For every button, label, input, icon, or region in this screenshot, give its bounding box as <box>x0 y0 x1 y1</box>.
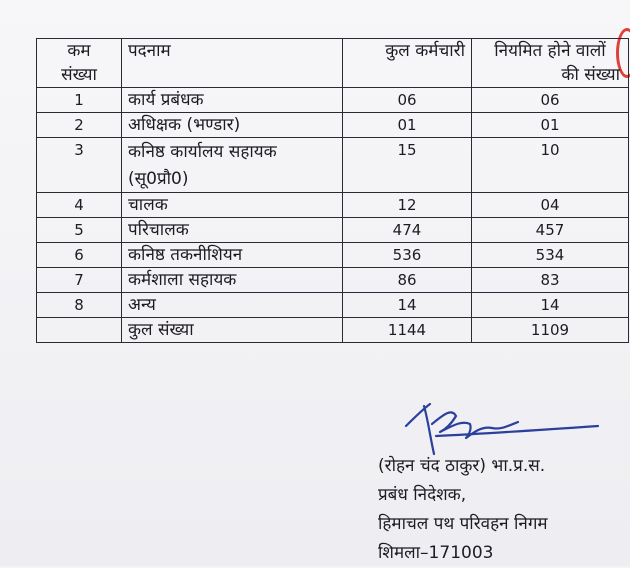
cell-sno: 5 <box>37 218 122 243</box>
cell-regular: 83 <box>472 268 629 293</box>
cell-regular: 01 <box>472 113 629 138</box>
table-row <box>37 193 629 218</box>
signatory-designation: प्रबंध निदेशक, <box>378 485 467 505</box>
cell-total: 536 <box>343 243 472 268</box>
table-header-row <box>37 39 629 88</box>
cell-sno: 7 <box>37 268 122 293</box>
table-row <box>37 243 629 268</box>
signatory-name: (रोहन चंद ठाकुर) भा.प्र.स. <box>378 456 546 476</box>
table-row <box>37 88 629 113</box>
cell-post-line1: कनिष्ठ कार्यालय सहायक <box>128 142 277 162</box>
cell-total: 06 <box>343 88 472 113</box>
cell-total: 86 <box>343 268 472 293</box>
cell-total: 12 <box>343 193 472 218</box>
header-regular-line1: नियमित होने वालों <box>494 41 606 61</box>
cell-post: चालक <box>122 193 343 218</box>
grand-total: 1144 <box>343 318 472 343</box>
signatory-address: शिमला–171003 <box>378 543 494 563</box>
cell-sno: 8 <box>37 293 122 318</box>
cell-regular: 534 <box>472 243 629 268</box>
cell-post: अधिक्षक (भण्डार) <box>122 113 343 138</box>
header-serial-line2: संख्या <box>61 65 97 85</box>
cell-sno: 2 <box>37 113 122 138</box>
header-regular-line2: की संख्या <box>561 65 620 85</box>
table-row <box>37 138 629 193</box>
cell-regular: 04 <box>472 193 629 218</box>
header-serial-line1: कम <box>67 41 91 61</box>
signatory-organization: हिमाचल पथ परिवहन निगम <box>378 514 548 534</box>
cell-regular: 457 <box>472 218 629 243</box>
cell-post <box>122 138 343 193</box>
cell-sno: 1 <box>37 88 122 113</box>
cell-sno-empty <box>37 318 122 343</box>
cell-total: 474 <box>343 218 472 243</box>
cell-post: अन्य <box>122 293 343 318</box>
cell-total: 14 <box>343 293 472 318</box>
header-regularised <box>472 39 629 88</box>
header-post: पदनाम <box>122 39 343 88</box>
cell-post: कार्य प्रबंधक <box>122 88 343 113</box>
header-serial-number <box>37 39 122 88</box>
cell-post: कर्मशाला सहायक <box>122 268 343 293</box>
table-row <box>37 113 629 138</box>
cell-post-line2: (सू0प्रौ0) <box>128 169 189 189</box>
grand-regular: 1109 <box>472 318 629 343</box>
table-row <box>37 218 629 243</box>
total-label: कुल संख्या <box>122 318 343 343</box>
cell-regular: 06 <box>472 88 629 113</box>
signatory-block <box>378 452 548 568</box>
cell-regular: 14 <box>472 293 629 318</box>
cell-total: 01 <box>343 113 472 138</box>
cell-regular: 10 <box>472 138 629 193</box>
cell-sno: 6 <box>37 243 122 268</box>
staff-table <box>36 38 629 343</box>
cell-sno: 3 <box>37 138 122 193</box>
cell-sno: 4 <box>37 193 122 218</box>
cell-total: 15 <box>343 138 472 193</box>
cell-post: कनिष्ठ तकनीशियन <box>122 243 343 268</box>
table-row <box>37 268 629 293</box>
header-total-staff: कुल कर्मचारी <box>343 39 472 88</box>
table-row <box>37 293 629 318</box>
table-total-row <box>37 318 629 343</box>
cell-post: परिचालक <box>122 218 343 243</box>
